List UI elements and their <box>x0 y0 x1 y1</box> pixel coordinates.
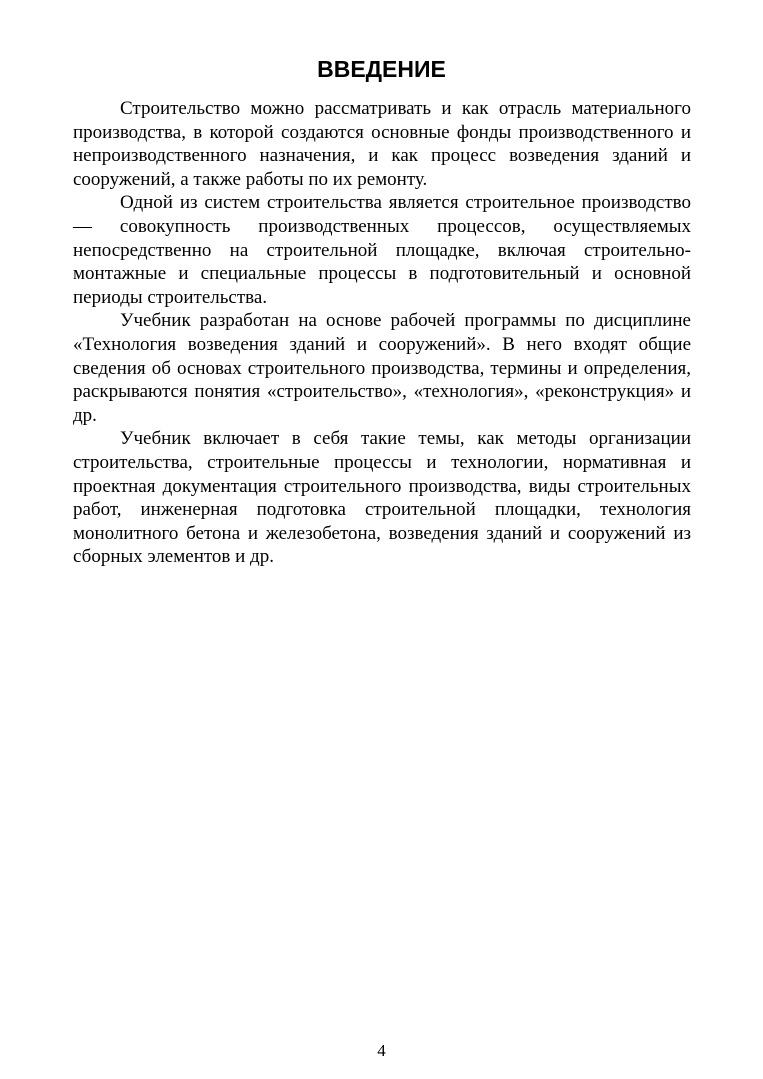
page-number: 4 <box>377 1041 386 1060</box>
body-text <box>73 97 691 569</box>
paragraph-3: Учебник разработан на основе рабочей программы по дисциплине «Технология возведения зданий и сооружений». В него входят общие сведения об основах строительного производства, термины и определения, раскрываются понятия «строительство», «технология», «реконструкция» и др. <box>73 310 691 426</box>
paragraph-4: Учебник включает в себя такие темы, как методы организации строительства, строительные процессы и технологии, нормативная и проектная документация строительного производства, виды строительных работ, инженерная подготовка строительной площадки, технология монолитного бетона и железобетона, возведения зданий и сооружений из сборных элементов и др. <box>73 428 691 568</box>
page-title: ВВЕДЕНИЕ <box>317 56 446 82</box>
paragraph-2: Одной из систем строительства является строительное производство — совокупность производственных процессов, осуществляемых непосредственно на строительной площадке, включая строительно-монтажные и специальные процессы в подготовительный и основной периоды строительства. <box>73 192 691 308</box>
paragraph-1: Строительство можно рассматривать и как отрасль материального производства, в которой создаются основные фонды производственного и непроизводственного назначения, и как процесс возведения зданий и сооружений, а также работы по их ремонту. <box>73 98 691 190</box>
